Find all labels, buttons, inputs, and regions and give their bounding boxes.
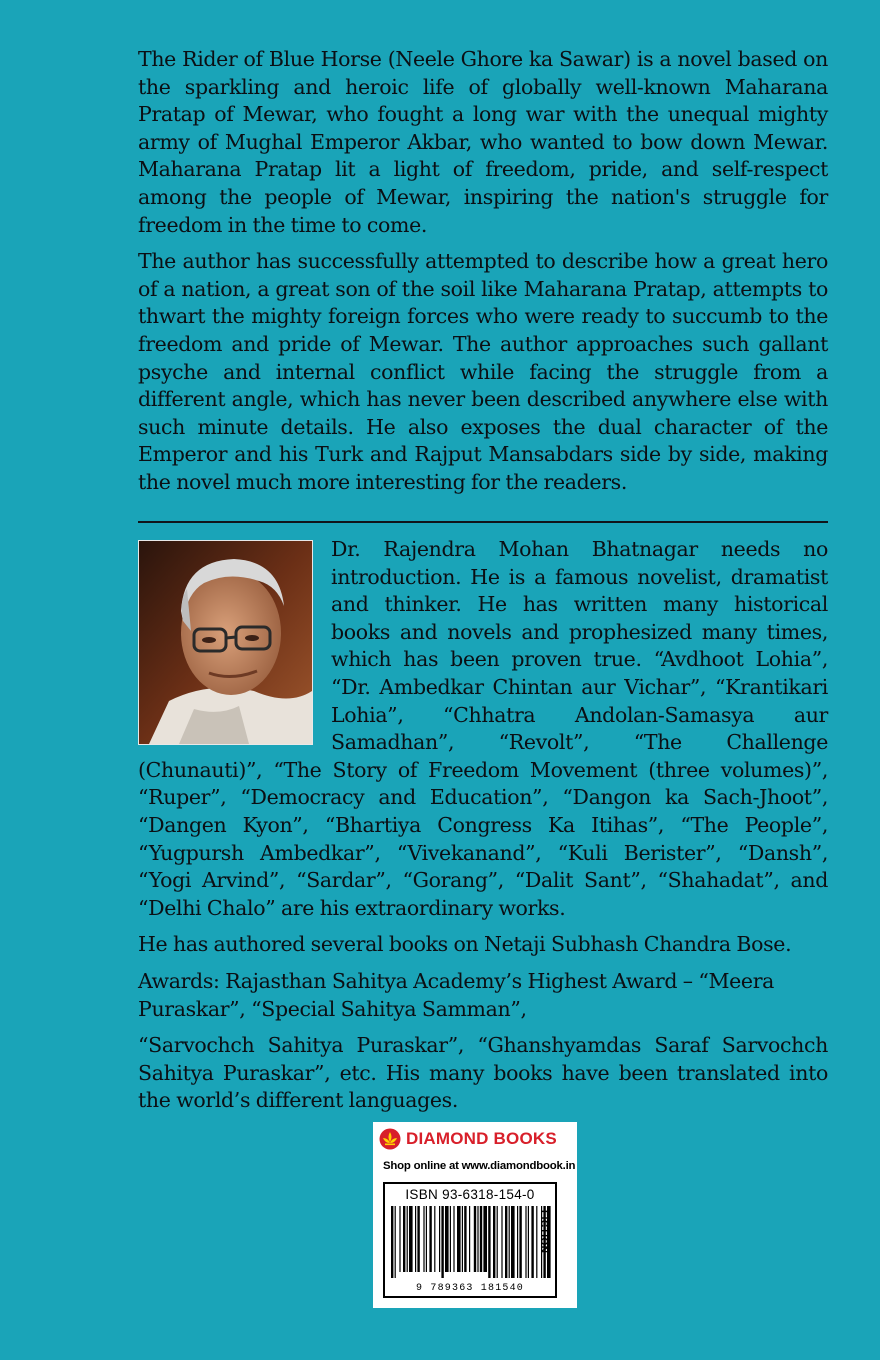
shop-online-line: Shop online at www.diamondbook.in bbox=[383, 1160, 576, 1172]
author-bio: Dr. Rajendra Mohan Bhatnagar needs no introduction. He is a famous novelist, dramatist and thinker. He has written many historical books and novels and prophesized many times, which has been proven true. “Avdhoot Lohia”, “Dr. Ambedkar Chintan aur Vichar”, “Krantikari Lohia”, “Chhatra Andolan-Samasya aur Samadhan”, “Revolt”, “The Challenge (Chunauti)”, “The Story of Freedom Movement (three volumes)”, “Ruper”, “Democracy and Education”, “Dangon ka Sach-Jhoot”, “Dangen Kyon”, “Bhartiya Congress Ka Itihas”, “The People”, “Yugpursh Ambedkar”, “Vivekanand”, “Kuli Berister”, “Dansh”, “Yogi Arvind”, “Sardar”, “Gorang”, “Dalit Sant”, “Shahadat”, and “Delhi Chalo” are his extraordinary works. bbox=[138, 537, 828, 920]
barcode-bar bbox=[407, 1206, 408, 1272]
publisher-brand bbox=[379, 1128, 571, 1150]
author-section bbox=[138, 536, 828, 1124]
barcode-bar bbox=[525, 1206, 526, 1278]
barcode-bar bbox=[441, 1206, 443, 1278]
barcode-bar bbox=[453, 1206, 454, 1272]
barcode-bar bbox=[501, 1206, 502, 1278]
barcode-bar bbox=[493, 1206, 495, 1278]
barcode-bar bbox=[415, 1206, 416, 1272]
barcode-bar bbox=[480, 1206, 482, 1272]
barcode-bar bbox=[477, 1206, 478, 1272]
blurb-paragraph-2: The author has successfully attempted to describe how a great hero of a nation, a great son of the soil like Maharana Pratap, attempts to thwart the mighty foreign forces who were ready to succumb to the freedom and pride of Mewar. The author approaches such gallant psyche and internal conflict while facing the struggle from a different angle, which has never been described anywhere else with such minute details. He also exposes the dual character of the Emperor and his Turk and Rajput Mansabdars side by side, making the novel much more interesting for the readers. bbox=[138, 249, 828, 494]
barcode-bar bbox=[474, 1206, 476, 1272]
barcode-bars bbox=[389, 1206, 551, 1278]
barcode-digits: 9 789363 181540 bbox=[415, 1283, 524, 1294]
publisher-name: DIAMOND BOOKS bbox=[406, 1129, 557, 1148]
barcode-bar bbox=[391, 1206, 393, 1278]
barcode-bar bbox=[519, 1206, 521, 1278]
barcode-bar bbox=[509, 1206, 510, 1278]
barcode-bar bbox=[483, 1206, 487, 1272]
barcode-bar bbox=[439, 1206, 440, 1272]
barcode-bar bbox=[528, 1206, 529, 1278]
barcode-bar bbox=[445, 1206, 449, 1272]
barcode-bar bbox=[450, 1206, 451, 1272]
barcode-bar bbox=[488, 1206, 490, 1278]
awards-line-2: “Sarvochch Sahitya Puraskar”, “Ghanshyamdas Saraf Sarvochch Sahitya Puraskar”, etc. His many books have been translated into the world’s different languages. bbox=[138, 1033, 828, 1113]
barcode-bar bbox=[497, 1206, 498, 1278]
blurb bbox=[138, 46, 828, 506]
barcode-bar bbox=[462, 1206, 463, 1272]
barcode-bar bbox=[531, 1206, 533, 1278]
barcode-bar bbox=[464, 1206, 466, 1272]
barcode-bar bbox=[426, 1206, 427, 1272]
barcode-bar bbox=[429, 1206, 431, 1272]
barcode-bar bbox=[457, 1206, 461, 1272]
barcode-bar bbox=[423, 1206, 424, 1272]
barcode-bar bbox=[517, 1206, 518, 1278]
netaji-books-line: He has authored several books on Netaji Subhash Chandra Bose. bbox=[138, 932, 792, 957]
barcode-bar bbox=[505, 1206, 507, 1278]
isbn-label: ISBN 93-6318-154-0 bbox=[405, 1187, 535, 1202]
genre-label: FICTION bbox=[538, 1210, 549, 1254]
blurb-paragraph-1: The Rider of Blue Horse (Neele Ghore ka Sawar) is a novel based on the sparkling and heroic life of globally well-known Maharana Pratap of Mewar, who fought a long war with the unequal mighty army of Mughal Emperor Akbar, who wanted to bow down Mewar. Maharana Pratap lit a light of freedom, pride, and self-respect among the people of Mewar, inspiring the nation's struggle for freedom in the time to come. bbox=[138, 47, 828, 237]
barcode-bar bbox=[434, 1206, 435, 1272]
barcode-bar bbox=[417, 1206, 419, 1272]
author-photo bbox=[138, 540, 313, 745]
publisher-panel bbox=[373, 1122, 577, 1308]
barcode-bar bbox=[511, 1206, 515, 1278]
barcode-bar bbox=[409, 1206, 413, 1272]
barcode-bar bbox=[403, 1206, 405, 1272]
barcode-bar bbox=[395, 1206, 396, 1278]
barcode-block bbox=[383, 1182, 557, 1298]
barcode-bar bbox=[399, 1206, 400, 1272]
divider bbox=[138, 521, 828, 523]
lotus-logo-icon bbox=[379, 1128, 401, 1150]
awards-line-1: Awards: Rajasthan Sahitya Academy’s Highest Award – “Meera Puraskar”, “Special Sahitya Samman”, bbox=[138, 968, 775, 1021]
barcode-bar bbox=[469, 1206, 470, 1272]
